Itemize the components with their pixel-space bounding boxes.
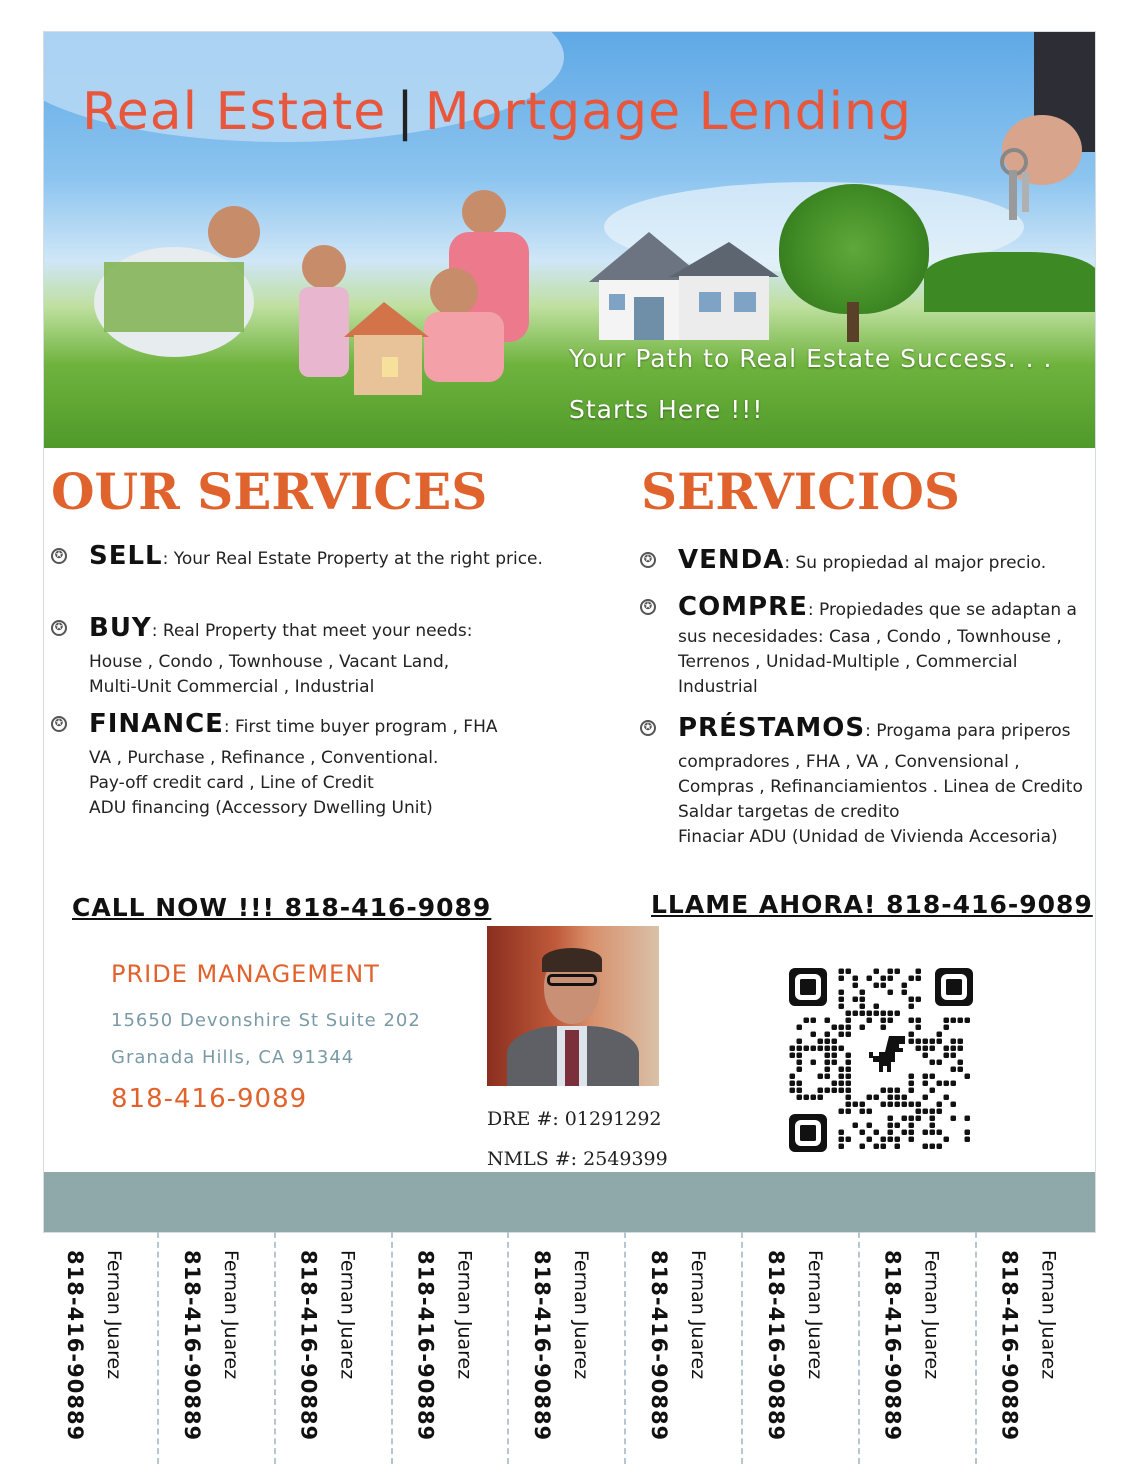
star-bullet-icon: ✪: [51, 620, 67, 636]
service-item-compre: [643, 592, 1096, 700]
tab-phone: 818-416-90889: [763, 1250, 788, 1442]
photo-tie: [565, 1030, 579, 1086]
title-real-estate: Real Estate: [82, 82, 387, 142]
service-keyword: FINANCE: [89, 709, 224, 739]
tree-illustration: [779, 184, 929, 314]
company-address-line-1: 15650 Devonshire St Suite 202: [111, 1010, 421, 1031]
tab-phone: 818-416-90889: [997, 1250, 1022, 1442]
llame-ahora-phone[interactable]: LLAME AHORA! 818-416-9089: [651, 890, 1093, 919]
tear-off-tab[interactable]: [977, 1232, 1093, 1464]
tear-off-tab[interactable]: [277, 1232, 393, 1464]
house-illustration: [579, 222, 779, 342]
service-text: : Real Property that meet your needs:: [151, 621, 473, 641]
tab-name: Fernan Juarez: [103, 1250, 125, 1380]
service-detail: sus necesidades: Casa , Condo , Townhouse ,: [678, 627, 1062, 647]
flyer: [43, 31, 1096, 1233]
service-keyword: BUY: [89, 613, 152, 643]
service-item-buy: [54, 613, 559, 700]
tab-name: Fernan Juarez: [920, 1250, 943, 1380]
tear-off-tab[interactable]: [393, 1232, 509, 1464]
service-text: : Progama para priperos: [865, 721, 1071, 741]
service-detail: Terrenos , Unidad-Multiple , Commercial: [678, 652, 1018, 672]
star-bullet-icon: ✪: [640, 599, 656, 615]
tab-phone: 818-416-90889: [880, 1250, 905, 1442]
hand-with-keys-icon: [964, 32, 1095, 232]
service-keyword: SELL: [89, 541, 163, 571]
service-item-venda: [643, 545, 1096, 576]
tear-off-tab[interactable]: [510, 1232, 626, 1464]
title-mortgage-lending: Mortgage Lending: [424, 82, 913, 142]
service-detail: Industrial: [678, 677, 758, 697]
tab-perforation: [741, 1232, 743, 1464]
tab-perforation: [858, 1232, 860, 1464]
tear-off-tab[interactable]: [160, 1232, 276, 1464]
services-heading: OUR SERVICES: [51, 462, 488, 521]
star-bullet-icon: ✪: [51, 716, 67, 732]
service-detail: Pay-off credit card , Line of Credit: [89, 773, 374, 793]
hero-title: [82, 82, 912, 142]
service-keyword: VENDA: [678, 545, 785, 575]
dre-license: DRE #: 01291292: [487, 1108, 662, 1130]
company-name: PRIDE MANAGEMENT: [111, 960, 380, 988]
servicios-heading: SERVICIOS: [641, 462, 961, 521]
service-detail: compradores , FHA , VA , Convensional ,: [678, 752, 1020, 772]
footer-band: [44, 1172, 1095, 1232]
tab-perforation: [624, 1232, 626, 1464]
tab-perforation: [157, 1232, 159, 1464]
tab-perforation: [507, 1232, 509, 1464]
tree-trunk: [847, 302, 859, 342]
tab-name: Fernan Juarez: [453, 1250, 476, 1380]
hero-banner: [44, 32, 1095, 448]
service-item-finance: [54, 709, 559, 821]
service-keyword: PRÉSTAMOS: [678, 713, 866, 743]
service-detail: Compras , Refinanciamientos . Linea de Credito: [678, 777, 1083, 797]
service-item-sell: [54, 541, 559, 572]
tab-phone: 818-416-90889: [179, 1250, 204, 1442]
tab-perforation: [274, 1232, 276, 1464]
photo-hair: [542, 948, 602, 972]
tab-phone: 818-416-90889: [413, 1250, 438, 1442]
service-detail: House , Condo , Townhouse , Vacant Land,: [89, 652, 450, 672]
services-es-heading-wrap: [641, 462, 960, 521]
service-detail: Saldar targetas de credito: [678, 802, 900, 822]
tear-off-tab[interactable]: [43, 1232, 159, 1464]
service-keyword: COMPRE: [678, 592, 808, 622]
star-bullet-icon: ✪: [51, 548, 67, 564]
service-item-prestamos: [643, 713, 1096, 850]
tab-name: Fernan Juarez: [1037, 1250, 1060, 1380]
service-detail: Finaciar ADU (Unidad de Vivienda Accesoria): [678, 827, 1058, 847]
service-text: : First time buyer program , FHA: [223, 717, 498, 737]
service-text: : Propiedades que se adaptan a: [807, 600, 1077, 620]
title-separator: |: [396, 82, 415, 142]
tab-perforation: [391, 1232, 393, 1464]
star-bullet-icon: ✪: [640, 720, 656, 736]
tab-name: Fernan Juarez: [336, 1250, 359, 1380]
agent-photo: [487, 926, 659, 1086]
tab-name: Fernan Juarez: [570, 1250, 593, 1380]
tab-name: Fernan Juarez: [219, 1250, 242, 1380]
tab-perforation: [975, 1232, 977, 1464]
tear-off-tab[interactable]: [627, 1232, 743, 1464]
company-address-line-2: Granada Hills, CA 91344: [111, 1047, 355, 1068]
tab-phone: 818-416-90889: [63, 1250, 87, 1442]
star-bullet-icon: ✪: [640, 552, 656, 568]
tab-phone: 818-416-90889: [530, 1250, 555, 1442]
hero-tagline-2: Starts Here !!!: [569, 395, 764, 424]
nmls-license: NMLS #: 2549399: [487, 1148, 668, 1170]
tab-phone: 818-416-90889: [647, 1250, 671, 1442]
call-now-phone[interactable]: CALL NOW !!! 818-416-9089: [72, 893, 492, 922]
service-detail: VA , Purchase , Refinance , Conventional.: [89, 748, 439, 768]
tab-phone: 818-416-90889: [296, 1250, 321, 1442]
tab-name: Fernan Juarez: [687, 1250, 709, 1380]
tear-off-tab[interactable]: [744, 1232, 860, 1464]
tab-name: Fernan Juarez: [803, 1250, 826, 1380]
hero-tagline: Your Path to Real Estate Success. . .: [569, 344, 1053, 373]
service-text: : Su propiedad al major precio.: [784, 553, 1047, 573]
tear-off-tab[interactable]: [861, 1232, 977, 1464]
family-photo: [64, 172, 564, 442]
service-detail: ADU financing (Accessory Dwelling Unit): [89, 798, 433, 818]
qr-code-icon[interactable]: [789, 968, 973, 1152]
service-text: : Your Real Estate Property at the right price.: [162, 549, 543, 569]
service-detail: Multi-Unit Commercial , Industrial: [89, 677, 375, 697]
services-en-heading-wrap: [51, 462, 487, 521]
photo-glasses: [547, 974, 597, 986]
company-phone[interactable]: 818-416-9089: [111, 1084, 308, 1114]
tear-off-tabs: [43, 1232, 1094, 1464]
hedge-illustration: [924, 252, 1095, 312]
